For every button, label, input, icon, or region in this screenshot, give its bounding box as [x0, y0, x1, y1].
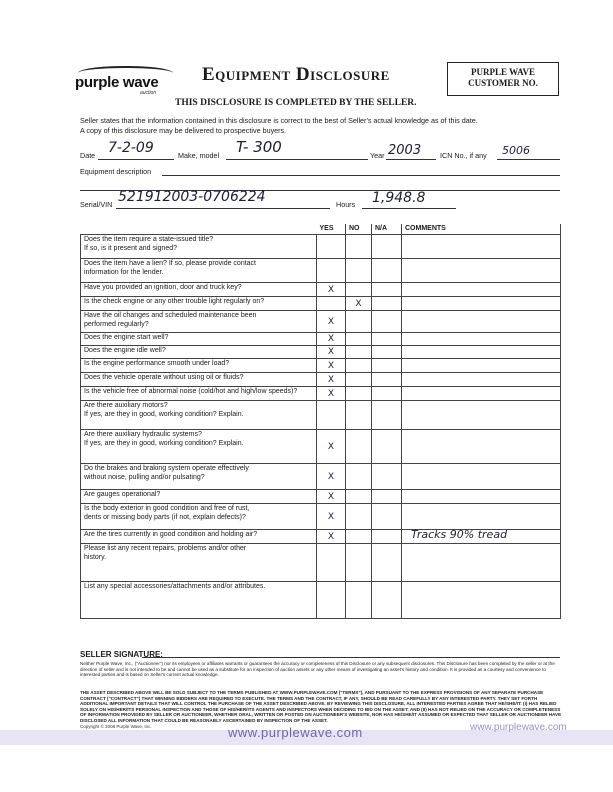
table-row	[81, 490, 561, 504]
yes-checkbox[interactable]: X	[317, 504, 346, 530]
hours-label: Hours	[336, 200, 356, 209]
na-checkbox[interactable]	[372, 504, 402, 530]
comment-cell[interactable]	[402, 259, 561, 283]
question-text-line-2: history.	[84, 553, 107, 561]
yes-checkbox[interactable]: X	[317, 387, 346, 401]
no-checkbox[interactable]	[346, 333, 372, 346]
question-text: Does the item have a lien? If so, please provide contact	[84, 260, 256, 268]
question-text: Are gauges operational?	[84, 491, 161, 499]
na-checkbox[interactable]	[372, 373, 402, 387]
header-na: N/A	[372, 224, 402, 235]
no-checkbox[interactable]	[346, 490, 372, 504]
comment-cell[interactable]	[402, 311, 561, 333]
yes-checkbox[interactable]	[317, 259, 346, 283]
yes-checkbox[interactable]	[317, 544, 346, 582]
question-cell	[81, 464, 317, 490]
comment-cell[interactable]	[402, 401, 561, 430]
no-checkbox[interactable]	[346, 311, 372, 333]
serial-line	[116, 208, 330, 209]
terms-text: THE ASSET DESCRIBED ABOVE WILL BE SOLD SUBJECT TO THE TERMS PUBLISHED AT WWW.PURPLEWAVE.COM ("TERMS"), AND PURSUANT TO THE EXPRESS PROVISIONS OF ANY SEPARATE PURCHASE CONTRACT ("CONTRACT") THAT WINNING BIDDERS ARE REQUIRED TO EXECUTE. THE TERMS AND THE CONTRACT, IF ANY, SHOULD BE READ CAREFULLY BY ANY INTERESTED PARTY. THEY SET FORTH ADDITIONAL IMPORTANT DETAILS THAT WILL CONTROL THE PURCHASE OF THE ASSET DESCRIBED ABOVE. BY REVIEWING THIS DISCLOSURE, ALL INTERESTED PARTIES AGREE THAT HE/SHE/IT: (I) HAS RELIED SOLELY ON HIS/HER/ITS PERSONAL INSPECTION AND THOSE OF HIS/HER/ITS AGENTS AND INSPECTORS WHEN DECIDING TO BID ON THE ASSET; AND (II) HAS NOT RELIED ON THE ACCURACY OR COMPLETENESS OF INFORMATION PROVIDED BY SELLER OR AUCTIONEER, WHETHER ORAL, WRITTEN OR POSTED ON AUCTIONEER'S WEBSITE, NOR HAS HE/SHE/IT ASSUMED OR EXPECTED THAT SELLER OR AUCTIONEER HAVE DISCLOSED ALL INFORMATION THAT COULD BE REASONABLY ASCERTAINED BY INSPECTION OF THE ASSET.	[80, 690, 562, 723]
icn-label: ICN No., if any	[440, 151, 487, 160]
intro-line-2: A copy of this disclosure may be delivered to prospective buyers.	[80, 125, 287, 135]
na-checkbox[interactable]	[372, 430, 402, 464]
comment-text: Tracks 90% tread	[411, 528, 508, 542]
make-model-field[interactable]: T- 300	[236, 138, 282, 156]
year-label: Year	[370, 151, 385, 160]
date-label: Date	[80, 151, 96, 160]
yes-checkbox[interactable]: X	[317, 346, 346, 359]
header-yes: YES	[317, 224, 346, 235]
question-text-line-2: without noise, pulling and/or pulsating?	[84, 473, 205, 481]
comment-cell[interactable]	[402, 387, 561, 401]
table-row	[81, 346, 561, 359]
date-line	[98, 159, 174, 160]
question-cell	[81, 235, 317, 259]
no-checkbox[interactable]: X	[346, 297, 372, 311]
yes-checkbox[interactable]	[317, 235, 346, 259]
table-row	[81, 311, 561, 333]
no-checkbox[interactable]	[346, 346, 372, 359]
no-checkbox[interactable]	[346, 504, 372, 530]
question-text: Have you provided an ignition, door and truck key?	[84, 284, 242, 292]
comment-cell[interactable]	[402, 490, 561, 504]
na-checkbox[interactable]	[372, 333, 402, 346]
header-blank-cell	[81, 224, 317, 235]
intro-text	[80, 116, 560, 135]
comment-cell[interactable]	[402, 235, 561, 259]
question-text: Does the engine start well?	[84, 334, 169, 342]
question-cell	[81, 297, 317, 311]
serial-label: Serial/VIN	[80, 200, 113, 209]
table-row	[81, 235, 561, 259]
question-text-line-2: performed regularly?	[84, 320, 149, 328]
question-text: Are there auxiliary hydraulic systems?	[84, 431, 202, 439]
yes-checkbox[interactable]: X	[317, 430, 346, 464]
question-text: Is the body exterior in good condition and free of rust,	[84, 505, 250, 513]
question-text: Does the item require a state-issued title?	[84, 236, 214, 244]
watermark-right: www.purplewave.com	[470, 722, 567, 733]
na-checkbox[interactable]	[372, 401, 402, 430]
no-checkbox[interactable]	[346, 544, 372, 582]
icn-field[interactable]: 5006	[502, 144, 530, 157]
question-cell	[81, 530, 317, 544]
na-checkbox[interactable]	[372, 530, 402, 544]
customer-box-line2: CUSTOMER NO.	[468, 78, 538, 88]
comment-cell[interactable]	[402, 582, 561, 619]
no-checkbox[interactable]	[346, 373, 372, 387]
no-checkbox[interactable]	[346, 235, 372, 259]
comment-cell[interactable]	[402, 359, 561, 373]
na-checkbox[interactable]	[372, 544, 402, 582]
header-no: NO	[346, 224, 372, 235]
table-row	[81, 297, 561, 311]
question-text: Is the engine performance smooth under load?	[84, 360, 230, 368]
page-title: Equipment Disclosure	[202, 64, 390, 85]
question-cell	[81, 430, 317, 464]
na-checkbox[interactable]	[372, 464, 402, 490]
table-row	[81, 373, 561, 387]
yes-checkbox[interactable]: X	[317, 373, 346, 387]
na-checkbox[interactable]	[372, 259, 402, 283]
comment-cell[interactable]	[402, 464, 561, 490]
yes-checkbox[interactable]	[317, 297, 346, 311]
yes-checkbox[interactable]: X	[317, 333, 346, 346]
copyright-text: Copyright © 2008 Purple Wave, Inc.	[80, 724, 152, 729]
na-checkbox[interactable]	[372, 283, 402, 297]
no-checkbox[interactable]	[346, 283, 372, 297]
table-row	[81, 401, 561, 430]
question-cell	[81, 359, 317, 373]
serial-field[interactable]: 521912003-0706224	[118, 189, 266, 205]
question-cell	[81, 544, 317, 582]
yes-checkbox[interactable]: X	[317, 530, 346, 544]
question-text: Do the brakes and braking system operate effectively	[84, 465, 249, 473]
na-checkbox[interactable]	[372, 490, 402, 504]
no-checkbox[interactable]	[346, 401, 372, 430]
disclosure-table	[80, 224, 561, 619]
question-cell	[81, 333, 317, 346]
question-text-line-2: If yes, are they in good, working condition? Explain.	[84, 410, 244, 418]
table-row	[81, 582, 561, 619]
question-cell	[81, 582, 317, 619]
question-cell	[81, 373, 317, 387]
no-checkbox[interactable]	[346, 259, 372, 283]
no-checkbox[interactable]	[346, 430, 372, 464]
no-checkbox[interactable]	[346, 387, 372, 401]
question-text-line-2: If yes, are they in good, working condition? Explain.	[84, 439, 244, 447]
no-checkbox[interactable]	[346, 464, 372, 490]
question-text: Have the oil changes and scheduled maintenance been	[84, 312, 257, 320]
comment-cell[interactable]	[402, 283, 561, 297]
question-text: Are there auxiliary motors?	[84, 402, 168, 410]
question-cell	[81, 387, 317, 401]
no-checkbox[interactable]	[346, 359, 372, 373]
year-line	[386, 159, 436, 160]
na-checkbox[interactable]	[372, 297, 402, 311]
comment-cell[interactable]	[402, 346, 561, 359]
table-row	[81, 283, 561, 297]
na-checkbox[interactable]	[372, 311, 402, 333]
customer-box-line1: PURPLE WAVE	[471, 67, 535, 77]
disclaimer-text: Neither Purple Wave, Inc., ("Auctioneer") nor its employees or affiliates warrants or guarantees the accuracy or completeness of this Disclosure or any subsequent disclosures. This Disclosure has been completed by the seller or at the direction of seller and is not intended to be and cannot be used as a substitute for an inspection of auction assets or any other means of investigating an asset's history and condition. It is provided as a courtesy and convenience to interested parties and is based on Seller's current actual knowledge.	[80, 661, 555, 678]
na-checkbox[interactable]	[372, 359, 402, 373]
na-checkbox[interactable]	[372, 235, 402, 259]
table-row	[81, 530, 561, 544]
hours-line	[362, 208, 456, 209]
question-cell	[81, 283, 317, 297]
comment-cell[interactable]	[402, 297, 561, 311]
question-text: Does the engine idle well?	[84, 347, 166, 355]
hours-field[interactable]: 1,948.8	[372, 190, 426, 206]
na-checkbox[interactable]	[372, 387, 402, 401]
question-cell	[81, 490, 317, 504]
table-row	[81, 430, 561, 464]
yes-checkbox[interactable]: X	[317, 464, 346, 490]
comment-cell[interactable]	[402, 373, 561, 387]
table-header-row	[81, 224, 561, 235]
question-text: List any special accessories/attachments and/or attributes.	[84, 583, 266, 591]
na-checkbox[interactable]	[372, 582, 402, 619]
yes-checkbox[interactable]: X	[317, 283, 346, 297]
purple-wave-logo: purple wave	[75, 74, 159, 91]
table-row	[81, 259, 561, 283]
comment-cell[interactable]	[402, 430, 561, 464]
make-model-label: Make, model	[178, 151, 220, 160]
table-row	[81, 359, 561, 373]
comment-cell[interactable]	[402, 544, 561, 582]
page-subtitle: THIS DISCLOSURE IS COMPLETED BY THE SELLER.	[175, 98, 417, 108]
table-row	[81, 387, 561, 401]
no-checkbox[interactable]	[346, 530, 372, 544]
na-checkbox[interactable]	[372, 346, 402, 359]
customer-number-box	[447, 62, 559, 96]
yes-checkbox[interactable]: X	[317, 490, 346, 504]
table-row	[81, 333, 561, 346]
equipment-description-label: Equipment description	[80, 167, 152, 176]
question-cell	[81, 259, 317, 283]
make-model-line	[226, 159, 368, 160]
table-row	[81, 464, 561, 490]
question-cell	[81, 311, 317, 333]
table-row	[81, 504, 561, 530]
no-checkbox[interactable]	[346, 582, 372, 619]
question-text-line-2: information for the lender.	[84, 268, 164, 276]
icn-line	[497, 159, 560, 160]
seller-signature-label: SELLER SIGNATURE:	[80, 650, 163, 659]
seller-signature-field[interactable]	[142, 657, 560, 658]
watermark-center: www.purplewave.com	[228, 725, 363, 740]
year-field[interactable]: 2003	[388, 143, 422, 158]
date-field[interactable]: 7-2-09	[108, 140, 154, 156]
yes-checkbox[interactable]	[317, 582, 346, 619]
question-text: Is the check engine or any other trouble light regularly on?	[84, 298, 265, 306]
comment-cell[interactable]	[402, 333, 561, 346]
question-text-line-2: dents or missing body parts (if not, explain defects)?	[84, 513, 246, 521]
question-cell	[81, 401, 317, 430]
question-cell	[81, 346, 317, 359]
question-text: Are the tires currently in good condition and holding air?	[84, 531, 258, 539]
comment-cell[interactable]	[402, 504, 561, 530]
question-text: Please list any recent repairs, problems and/or other	[84, 545, 247, 553]
intro-line-1: Seller states that the information contained in this disclosure is correct to the best of Seller's actual knowledge as of this date.	[80, 116, 478, 125]
question-cell	[81, 504, 317, 530]
question-text: Does the vehicle operate without using oil or fluids?	[84, 374, 244, 382]
header-comments: COMMENTS	[402, 224, 561, 235]
comment-cell[interactable]	[402, 530, 561, 544]
equipment-description-field[interactable]	[162, 175, 560, 176]
table-row	[81, 544, 561, 582]
yes-checkbox[interactable]	[317, 401, 346, 430]
question-text-line-2: If so, is it present and signed?	[84, 244, 177, 252]
logo-subtext: auction	[140, 90, 157, 96]
question-text: Is the vehicle free of abnormal noise (cold/hot and high/low speeds)?	[84, 388, 298, 396]
yes-checkbox[interactable]: X	[317, 359, 346, 373]
yes-checkbox[interactable]: X	[317, 311, 346, 333]
